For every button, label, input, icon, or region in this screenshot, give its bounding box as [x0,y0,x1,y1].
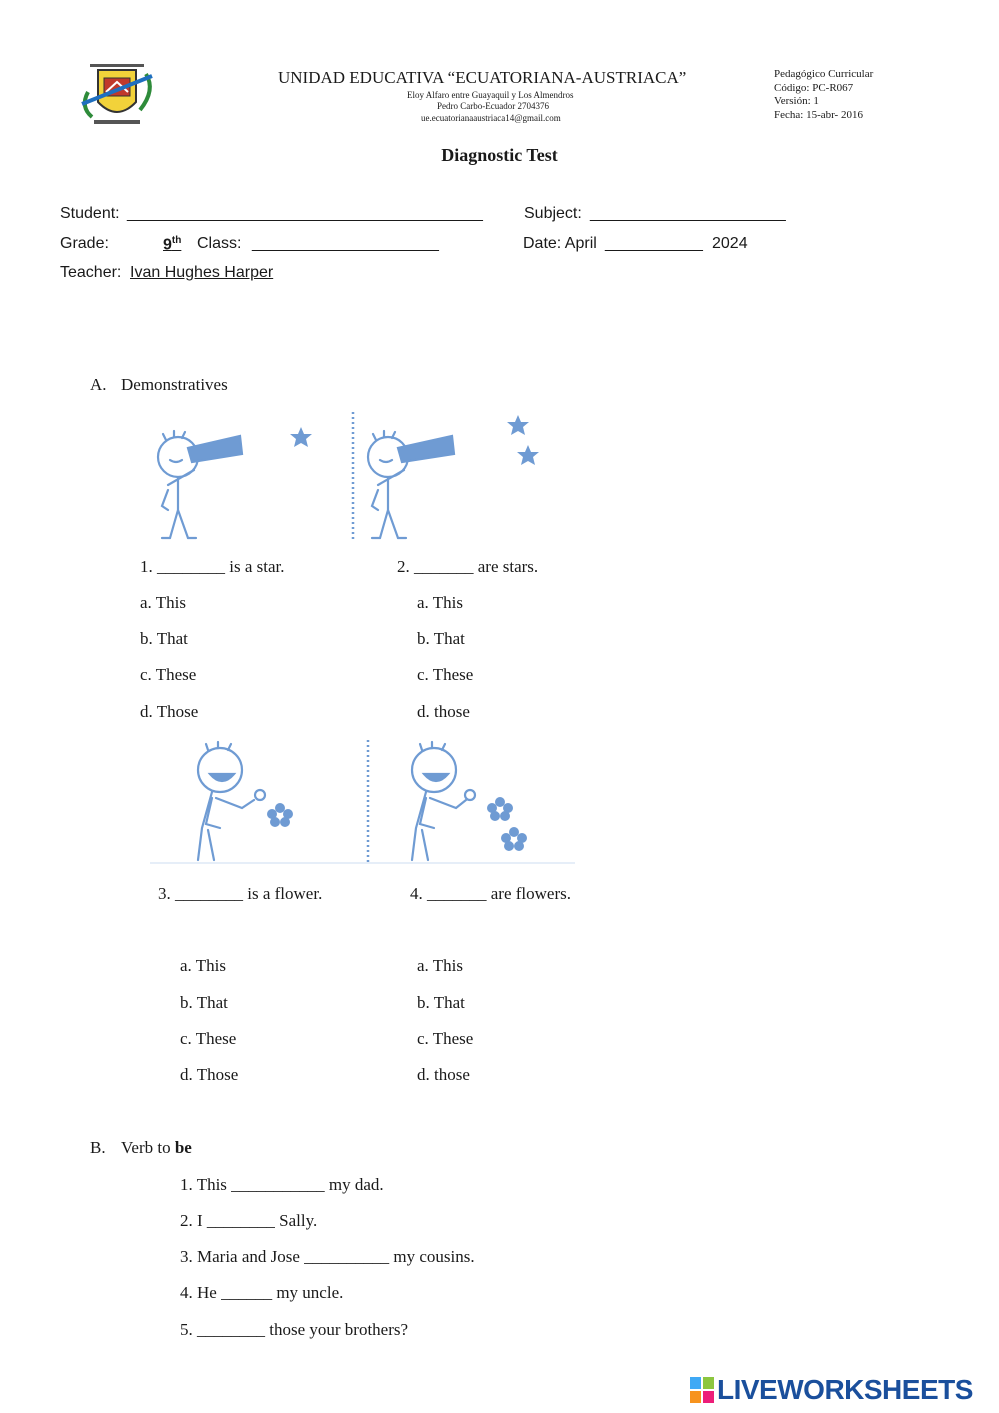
doc-meta-code: Código: PC-R067 [774,81,854,94]
q4-option-b[interactable]: b. That [417,993,465,1012]
q3-option-b[interactable]: b. That [180,993,228,1012]
boy-two-flowers-icon [412,742,475,860]
date-year: 2024 [712,235,748,252]
flowers-illustration [150,738,580,868]
doc-meta-line1: Pedagógico Curricular [774,68,874,80]
q1-option-b[interactable]: b. That [140,629,188,648]
subject-field[interactable]: ______________________ [590,205,786,222]
question-a1: 1. ________ is a star. [140,557,285,576]
q1-option-d[interactable]: d. Those [140,702,199,721]
q4-option-a[interactable]: a. This [417,956,463,975]
q2-option-c[interactable]: c. These [417,665,474,684]
be-item-4[interactable]: 4. He ______ my uncle. [180,1283,344,1302]
q2-option-a[interactable]: a. This [417,593,463,612]
school-logo [78,62,156,132]
school-name: UNIDAD EDUCATIVA “ECUATORIANA-AUSTRIACA” [278,68,687,87]
section-b-title [121,1138,192,1158]
doc-meta [774,68,873,122]
section-b-letter: B. [90,1138,106,1157]
school-address-line1: Eloy Alfaro entre Guayaquil y Los Almendros [407,90,574,100]
date-field[interactable]: ___________ [605,235,703,252]
boy-telescope-one-star-icon [158,431,242,538]
student-field[interactable]: ________________________________________ [127,205,483,222]
be-item-1[interactable]: 1. This ___________ my dad. [180,1175,384,1194]
flower-bottom-icon [501,827,527,851]
question-a3: 3. ________ is a flower. [158,884,323,903]
section-a-letter: A. [90,375,107,394]
q3-option-a[interactable]: a. This [180,956,226,975]
q4-option-d[interactable]: d. those [417,1065,470,1084]
section-b-title-bold: be [174,1138,192,1157]
flower-icon [267,803,293,827]
q2-option-d[interactable]: d. those [417,702,470,721]
star-bottom-icon [517,445,539,465]
boy-telescope-two-stars-icon [368,431,454,538]
section-b-title-prefix: Verb to [121,1138,175,1157]
student-label: Student: [60,205,120,222]
be-item-3[interactable]: 3. Maria and Jose __________ my cousins. [180,1247,475,1266]
question-a2: 2. _______ are stars. [397,557,539,576]
grade-suffix: th [171,235,182,246]
be-item-5[interactable]: 5. ________ those your brothers? [180,1320,409,1339]
q1-option-c[interactable]: c. These [140,665,197,684]
q1-option-a[interactable]: a. This [140,593,186,612]
flower-top-icon [487,797,513,821]
be-item-2[interactable]: 2. I ________ Sally. [180,1211,318,1230]
question-a4: 4. _______ are flowers. [410,884,571,903]
stars-illustration [148,410,568,545]
single-star-icon [290,427,312,447]
q3-option-c[interactable]: c. These [180,1029,237,1048]
date-label: Date: April [523,235,597,252]
school-address-line2: Pedro Carbo-Ecuador 2704376 [437,101,549,111]
grade-value [163,235,181,254]
boy-one-flower-icon [198,742,265,860]
teacher-label: Teacher: [60,264,122,281]
school-email: ue.ecuatorianaaustriaca14@gmail.com [421,113,561,123]
q3-option-d[interactable]: d. Those [180,1065,239,1084]
q4-option-c[interactable]: c. These [417,1029,474,1048]
page-title: Diagnostic Test [441,145,558,165]
doc-meta-date: Fecha: 15-abr- 2016 [774,108,863,121]
star-top-icon [507,415,529,435]
section-a-title: Demonstratives [121,375,228,394]
liveworksheets-brand: LIVEWORKSHEETS [717,1374,973,1405]
class-label: Class: [197,235,242,252]
liveworksheets-blocks-icon [690,1377,714,1403]
q2-option-b[interactable]: b. That [417,629,465,648]
liveworksheets-logo [690,1376,973,1404]
subject-label: Subject: [524,205,582,222]
class-field[interactable]: _____________________ [252,235,439,252]
grade-number: 9 [163,236,172,254]
grade-label: Grade: [60,235,109,252]
doc-meta-version: Versión: 1 [774,95,819,107]
teacher-name: Ivan Hughes Harper [130,264,274,281]
